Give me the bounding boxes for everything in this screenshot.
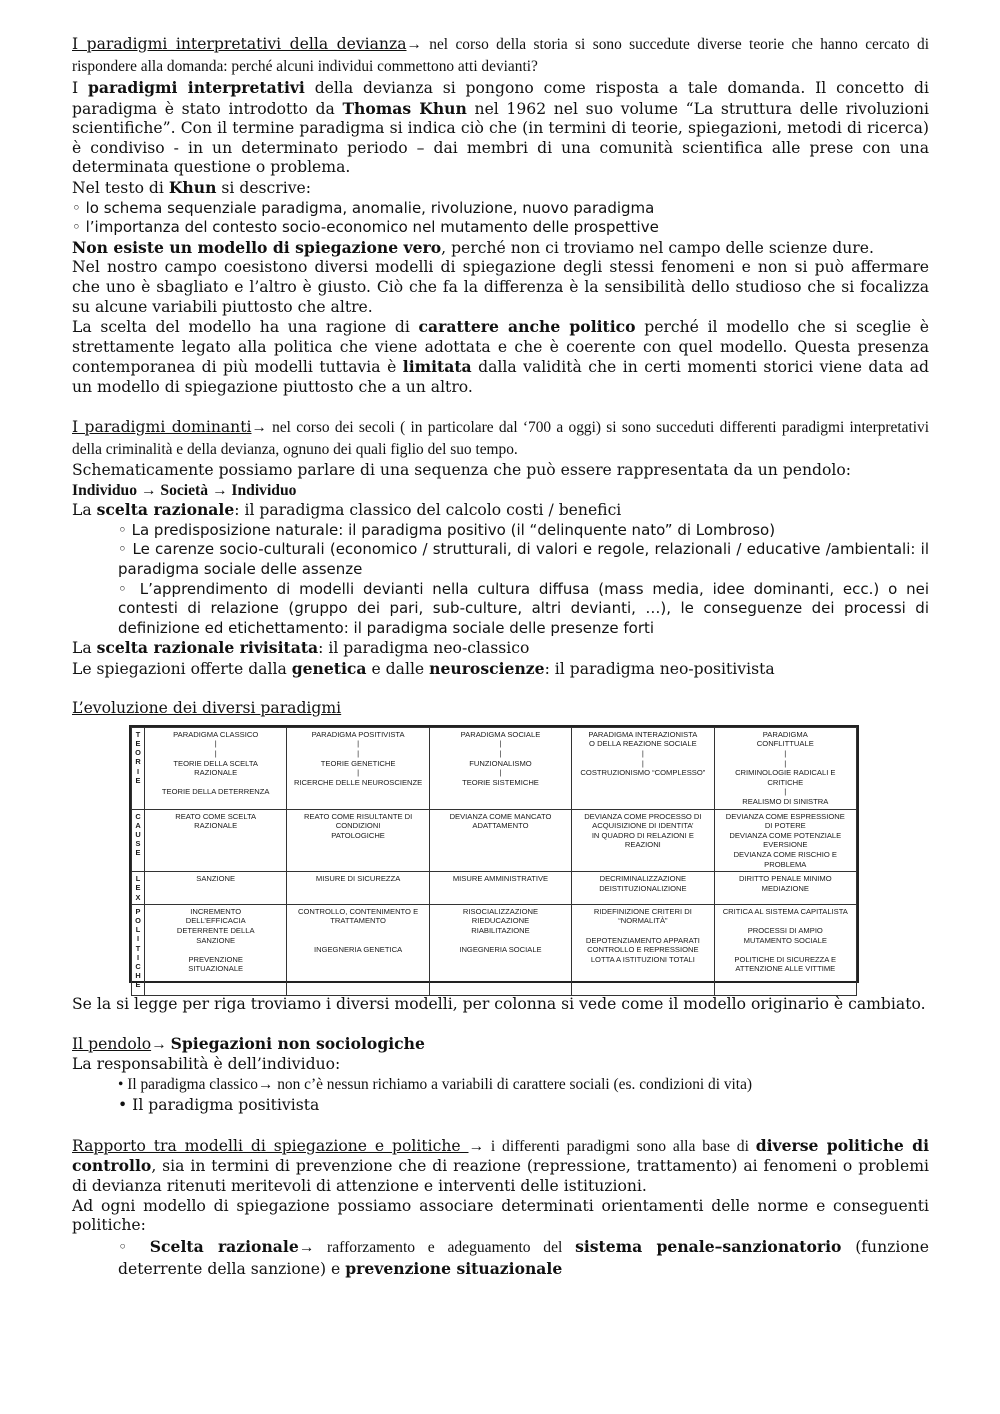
table-row: [132, 904, 857, 995]
row-label-letter: T: [135, 943, 141, 953]
bold-text: prevenzione situazionale: [345, 1258, 563, 1278]
paragraph: La responsabilità è dell’individuo:: [72, 1054, 341, 1073]
bold-text: Spiegazioni non sociologiche: [170, 1034, 425, 1053]
table-cell-line: INGEGNERIA SOCIALE: [459, 945, 542, 955]
row-label-letter: O: [135, 748, 141, 758]
text: La: [72, 639, 97, 658]
table-cell-line: O DELLA REAZIONE SOCIALE: [589, 739, 697, 749]
row-label-letter: H: [135, 971, 141, 981]
table-cell-line: [147, 945, 284, 955]
table-cell-line: TEORIE DELLA SCELTA: [173, 758, 258, 768]
bold-text: limitata: [402, 357, 472, 377]
text: La: [72, 501, 97, 520]
bold-text: carattere anche politico: [418, 317, 636, 337]
table-cell-line: DELL’EFFICACIA: [185, 916, 246, 926]
table-cell-line: CONDIZIONI: [335, 821, 381, 831]
table-cell: [714, 904, 856, 995]
bold-text: paradigmi interpretativi: [88, 78, 305, 97]
text: : il paradigma classico del calcolo costi / benefici: [234, 501, 622, 520]
paragraph: [72, 78, 929, 178]
text: : il paradigma neo-classico: [318, 639, 530, 658]
table-cell: [145, 727, 287, 809]
table-cell-line: |: [641, 758, 644, 768]
paragraph: [72, 317, 929, 397]
text: , perché non ci troviamo nel campo delle scienze dure.: [441, 238, 874, 257]
table-cell-line: PARADIGMA INTERAZIONISTA: [588, 729, 698, 739]
row-label-letter: O: [135, 915, 141, 925]
table-cell-line: DIRITTO PENALE MINIMO: [738, 874, 832, 884]
row-label-letter: A: [135, 820, 141, 830]
text: Nel testo di: [72, 178, 169, 197]
text: nel 1962 nel suo volume “La struttura delle rivoluzioni scientifiche”. Con il termine paradigma si indica ciò che (in termini di teorie, spiegazioni, metodi di ricerca) è condiviso - in un determinato periodo – dai membri di una comunità scientifica alle prese con una determinata questione o problema.: [72, 99, 929, 177]
table-cell-line: [289, 936, 426, 946]
table-cell-line: DECRIMINALIZZAZIONE: [599, 874, 687, 884]
text: si descrive:: [216, 178, 312, 197]
table-cell-line: PREVENZIONE: [188, 954, 243, 964]
table-cell-line: PROCESSI DI AMPIO: [747, 925, 823, 935]
row-label: [132, 727, 145, 809]
table-cell-line: SANZIONE: [196, 874, 236, 884]
text: e dalle: [366, 660, 430, 679]
table-row: [132, 727, 857, 809]
intro-text: nel corso dei secoli ( in particolare dal ‘700 a oggi) si sono succeduti differenti paradigmi interpretativi della criminalità e della devianza, ognuno dei quali figlio del suo tempo.: [72, 419, 929, 459]
section-heading-pendolo: [72, 1034, 929, 1055]
table-cell: [287, 727, 429, 809]
bold-text: Non esiste un modello di spiegazione vero: [72, 237, 442, 257]
table-cell-line: DEISTITUZIONALIZIONE: [599, 883, 687, 893]
row-label-letter: C: [135, 961, 141, 971]
row-label-letter: E: [135, 980, 141, 990]
table-cell-line: REATO COME SCELTA: [175, 811, 257, 821]
table-cell-line: REALISMO DI SINISTRA: [742, 796, 829, 806]
bold-text: neuroscienze: [429, 659, 545, 679]
table-cell-line: [717, 916, 854, 926]
table-cell-line: CRITICHE: [767, 777, 804, 787]
bold-text: genetica: [291, 659, 367, 679]
paragraph: Nel nostro campo coesistono diversi modelli di spiegazione degli stessi fenomeni e non si può affermare che uno è sbagliato e l’altro è giusto. Ciò che fa la differenza è la sensibilità dello studioso che si focalizza su alcune variabili piuttosto che altre.: [72, 258, 929, 316]
table-cell-line: TEORIE DELLA DETERRENZA: [161, 787, 270, 797]
row-label: [132, 809, 145, 872]
paragraph: [72, 238, 929, 259]
arrow-icon: →: [151, 1036, 171, 1053]
table-cell-line: RAZIONALE: [194, 768, 238, 778]
table-cell: [572, 727, 714, 809]
text: i differenti paradigmi sono alla base di: [484, 1137, 756, 1155]
table-cell-line: REAZIONI: [624, 840, 661, 850]
table-cell-line: CRIMINOLOGIE RADICALI E: [735, 768, 836, 778]
table-cell-line: ACQUISIZIONE DI IDENTITA’: [592, 821, 694, 831]
table-cell-line: IN QUADRO DI RELAZIONI E: [591, 830, 694, 840]
row-label-letter: T: [135, 729, 141, 739]
bold-text: scelta razionale rivisitata: [96, 638, 319, 658]
row-label-letter: E: [135, 739, 141, 749]
text: Le spiegazioni offerte dalla: [72, 660, 292, 679]
table-cell-line: DEVIANZA COME PROCESSO DI: [584, 811, 702, 821]
table-cell-line: PARADIGMA SOCIALE: [460, 729, 541, 739]
table-cell-line: [289, 926, 426, 936]
table-cell-line: LOTTA A ISTITUZIONI TOTALI: [590, 954, 695, 964]
paragraph: Schematicamente possiamo parlare di una sequenza che può essere rappresentata da un pendolo:: [72, 461, 851, 480]
document-page: [72, 34, 929, 1280]
text: perché il modello che si sceglie è strettamente legato alla politica che viene adottata e che è coerente con quel modello. Questa presenza contemporanea di più modelli tuttavia è: [72, 318, 929, 377]
table-cell-line: MEDIAZIONE: [761, 883, 809, 893]
paradigms-table: [129, 725, 859, 990]
table-cell-line: TEORIE GENETICHE: [320, 758, 396, 768]
table-cell-line: CONFLITTUALE: [756, 739, 814, 749]
table-cell: [572, 872, 714, 905]
section-heading-evoluzione: [72, 699, 929, 719]
table-cell-line: TRATTAMENTO: [330, 916, 386, 926]
section-heading: Rapporto tra modelli di spiegazione e politiche: [72, 1136, 469, 1155]
pendolo-sequence: Individuo → Società → Individuo: [72, 481, 297, 499]
table-cell-line: RIDEFINIZIONE CRITERI DI: [593, 906, 692, 916]
table-cell-line: MISURE DI SICUREZZA: [315, 874, 401, 884]
intro-text: nel corso della storia si sono succedute diverse teorie che hanno cercato di rispondere alla domanda: perché alcuni individui commettono atti devianti?: [72, 36, 929, 75]
table-cell-line: SITUAZIONALE: [188, 964, 244, 974]
table-cell-line: RISOCIALIZZAZIONE: [462, 906, 539, 916]
table-cell-line: DEVIANZA COME POTENZIALE: [729, 830, 842, 840]
arrow-icon: →: [251, 419, 267, 437]
table-cell-line: INGEGNERIA GENETICA: [313, 945, 403, 955]
list-item: ◦ l’importanza del contesto socio-economico nel mutamento delle prospettive: [72, 218, 659, 237]
text: → rafforzamento e adeguamento del: [298, 1238, 576, 1256]
table-cell: [429, 727, 571, 809]
table-cell-line: ADATTAMENTO: [472, 821, 529, 831]
table-cell-line: |: [784, 749, 787, 758]
table-cell-line: INCREMENTO: [190, 906, 242, 916]
table-cell: [714, 727, 856, 809]
table-cell-line: REATO COME RISULTANTE DI: [303, 811, 413, 821]
list-item: [72, 1236, 929, 1280]
row-label-letter: L: [135, 925, 141, 935]
table-cell-line: [432, 936, 569, 946]
section-intro-paradigmi-dominanti: [72, 417, 929, 461]
table-cell-line: SANZIONE: [196, 935, 236, 945]
section-heading: Il pendolo: [72, 1035, 152, 1053]
row-label-letter: C: [135, 811, 141, 821]
table-cell-line: PARADIGMA POSITIVISTA: [311, 729, 405, 739]
bold-text: Thomas Khun: [342, 98, 467, 118]
bold-text: Khun: [168, 177, 217, 197]
table-cell-line: RIEDUCAZIONE: [471, 916, 530, 926]
table-cell: [145, 809, 287, 872]
table-cell-line: [147, 778, 284, 788]
table-cell-line: DEVIANZA COME ESPRESSIONE: [725, 811, 845, 821]
table-cell-line: PROBLEMA: [764, 859, 807, 869]
text: La scelta del modello ha una ragione di: [72, 318, 419, 337]
table-cell: [145, 872, 287, 905]
table-cell: [287, 809, 429, 872]
table-cell-line: EVERSIONE: [763, 840, 808, 850]
table-cell-line: DEVIANZA COME RISCHIO E: [733, 849, 837, 859]
section-heading: I paradigmi dominanti: [72, 418, 252, 437]
table-cell-line: |: [499, 749, 502, 758]
table-cell-line: TEORIE SISTEMICHE: [462, 777, 539, 787]
table-cell-line: MUTAMENTO SOCIALE: [743, 935, 827, 945]
table-cell: [714, 809, 856, 872]
table-cell-line: |: [784, 787, 787, 797]
paradigms-table-grid: [131, 727, 857, 996]
table-cell-line: |: [214, 739, 217, 749]
table-cell-line: PATOLOGICHE: [331, 830, 385, 840]
text: (funzione deterrente della sanzione) e: [118, 1237, 930, 1278]
paragraph: [72, 659, 929, 680]
table-cell-line: POLITICHE DI SICUREZZA E: [734, 954, 837, 964]
row-label-letter: U: [135, 829, 141, 839]
table-cell-line: RAZIONALE: [194, 821, 238, 831]
table-cell-line: CONTROLLO, CONTENIMENTO E: [298, 906, 419, 916]
row-label-letter: S: [135, 839, 141, 849]
table-cell-line: |: [641, 749, 644, 758]
row-label: [132, 904, 145, 995]
row-label-letter: X: [135, 892, 141, 902]
paragraph: [72, 638, 929, 659]
table-cell-line: DI POTERE: [764, 821, 806, 831]
list-item: • Il paradigma positivista: [118, 1096, 320, 1115]
table-cell-line: DEPOTENZIAMENTO APPARATI: [585, 935, 700, 945]
section-intro-paradigmi-interpretativi: [72, 34, 929, 78]
list-item: ◦ Le carenze socio-culturali (economico / strutturali, di valori e regole, relazionali / educative /ambientali: il paradigma sociale delle assenze: [118, 540, 929, 579]
row-label: [132, 872, 145, 905]
table-cell-line: |: [499, 739, 502, 749]
table-cell: [287, 904, 429, 995]
table-cell: [714, 872, 856, 905]
table-cell-line: PARADIGMA CLASSICO: [173, 729, 259, 739]
paragraph: Ad ogni modello di spiegazione possiamo associare determinati orientamenti delle norme e conseguenti politiche:: [72, 1196, 929, 1235]
table-row: [132, 809, 857, 872]
bold-text: Scelta razionale: [149, 1236, 299, 1256]
table-row: [132, 872, 857, 905]
table-cell-line: “NORMALITÀ”: [618, 916, 668, 926]
row-label-letter: P: [135, 906, 141, 916]
row-label-letter: L: [135, 874, 141, 884]
arrow-icon: →: [406, 36, 422, 53]
row-label-letter: I: [136, 952, 140, 962]
table-cell-line: |: [357, 768, 360, 778]
table-cell-line: |: [784, 758, 787, 768]
list-item: • Il paradigma classico→ non c’è nessun richiamo a variabili di carattere sociali (es. condizioni di vita): [118, 1076, 753, 1094]
table-cell-line: ATTENZIONE ALLE VITTIME: [735, 964, 836, 974]
text: ◦: [118, 1237, 150, 1256]
table-cell-line: COSTRUZIONISMO “COMPLESSO”: [580, 768, 706, 778]
paragraph: [72, 500, 929, 521]
section-heading: I paradigmi interpretativi della devianza: [72, 35, 407, 53]
list-item: ◦ lo schema sequenziale paradigma, anomalie, rivoluzione, nuovo paradigma: [72, 198, 655, 217]
table-cell: [572, 904, 714, 995]
section-heading: L’evoluzione dei diversi paradigmi: [72, 699, 342, 718]
bold-text: scelta razionale: [96, 500, 235, 520]
text: : il paradigma neo-positivista: [544, 660, 775, 679]
table-cell-line: FUNZIONALISMO: [469, 758, 532, 768]
table-cell-line: MISURE AMMINISTRATIVE: [452, 874, 549, 884]
arrow-icon: →: [468, 1137, 485, 1155]
row-label-letter: E: [135, 775, 141, 785]
row-label-letter: E: [135, 883, 141, 893]
table-cell: [429, 904, 571, 995]
text: , sia in termini di prevenzione che di reazione (repressione, trattamento) ai fenomeni o problemi di devianza ritenuti meritevoli di attenzione e interventi delle istituzioni.: [72, 1157, 929, 1195]
table-cell: [429, 872, 571, 905]
table-cell-line: DEVIANZA COME MANCATO: [449, 811, 552, 821]
table-cell-line: |: [499, 768, 502, 778]
bold-text: diverse politiche di controllo: [72, 1135, 929, 1176]
table-cell-line: RICERCHE DELLE NEUROSCIENZE: [293, 777, 423, 787]
table-cell: [429, 809, 571, 872]
paragraph: Se la si legge per riga troviamo i diversi modelli, per colonna si vede come il modello originario è cambiato.: [72, 994, 926, 1013]
table-cell: [145, 904, 287, 995]
text: dalla validità che in certi momenti storici viene data ad un modello di spiegazione piuttosto che a un altro.: [72, 358, 929, 396]
table-cell-line: [574, 926, 711, 936]
table-cell-line: [717, 945, 854, 955]
row-label-letter: R: [135, 757, 141, 767]
table-cell-line: |: [357, 749, 360, 758]
paragraph: [72, 178, 929, 199]
table-cell-line: CRITICA AL SISTEMA CAPITALISTA: [722, 906, 848, 916]
text: della devianza si pongono come risposta a tale domanda. Il concetto di paradigma è stato introdotto da: [72, 79, 929, 118]
table-cell-line: CONTROLLO E REPRESSIONE: [587, 945, 699, 955]
text: I: [72, 79, 88, 97]
bold-text: sistema penale–sanzionatorio: [575, 1236, 842, 1256]
table-cell-line: |: [214, 749, 217, 758]
list-item: ◦ L’apprendimento di modelli devianti nella cultura diffusa (mass media, idee dominanti, ecc.) o nei contesti di relazione (gruppo dei pari, sub-culture, altri devianti, …), le conseguenze dei processi di definizione ed etichettamento: il paradigma sociale delle presenze forti: [118, 579, 929, 637]
table-cell: [572, 809, 714, 872]
table-cell-line: PARADIGMA: [762, 729, 808, 739]
table-cell: [287, 872, 429, 905]
list-item: ◦ La predisposizione naturale: il paradigma positivo (il “delinquente nato” di Lombroso): [118, 520, 776, 539]
table-cell-line: RIABILITAZIONE: [471, 925, 530, 935]
paragraph: [72, 1136, 929, 1197]
table-cell-line: DETERRENTE DELLA: [176, 925, 255, 935]
table-cell-line: |: [357, 739, 360, 749]
row-label-letter: E: [135, 848, 141, 858]
row-label-letter: I: [136, 934, 140, 944]
row-label-letter: I: [136, 766, 140, 776]
